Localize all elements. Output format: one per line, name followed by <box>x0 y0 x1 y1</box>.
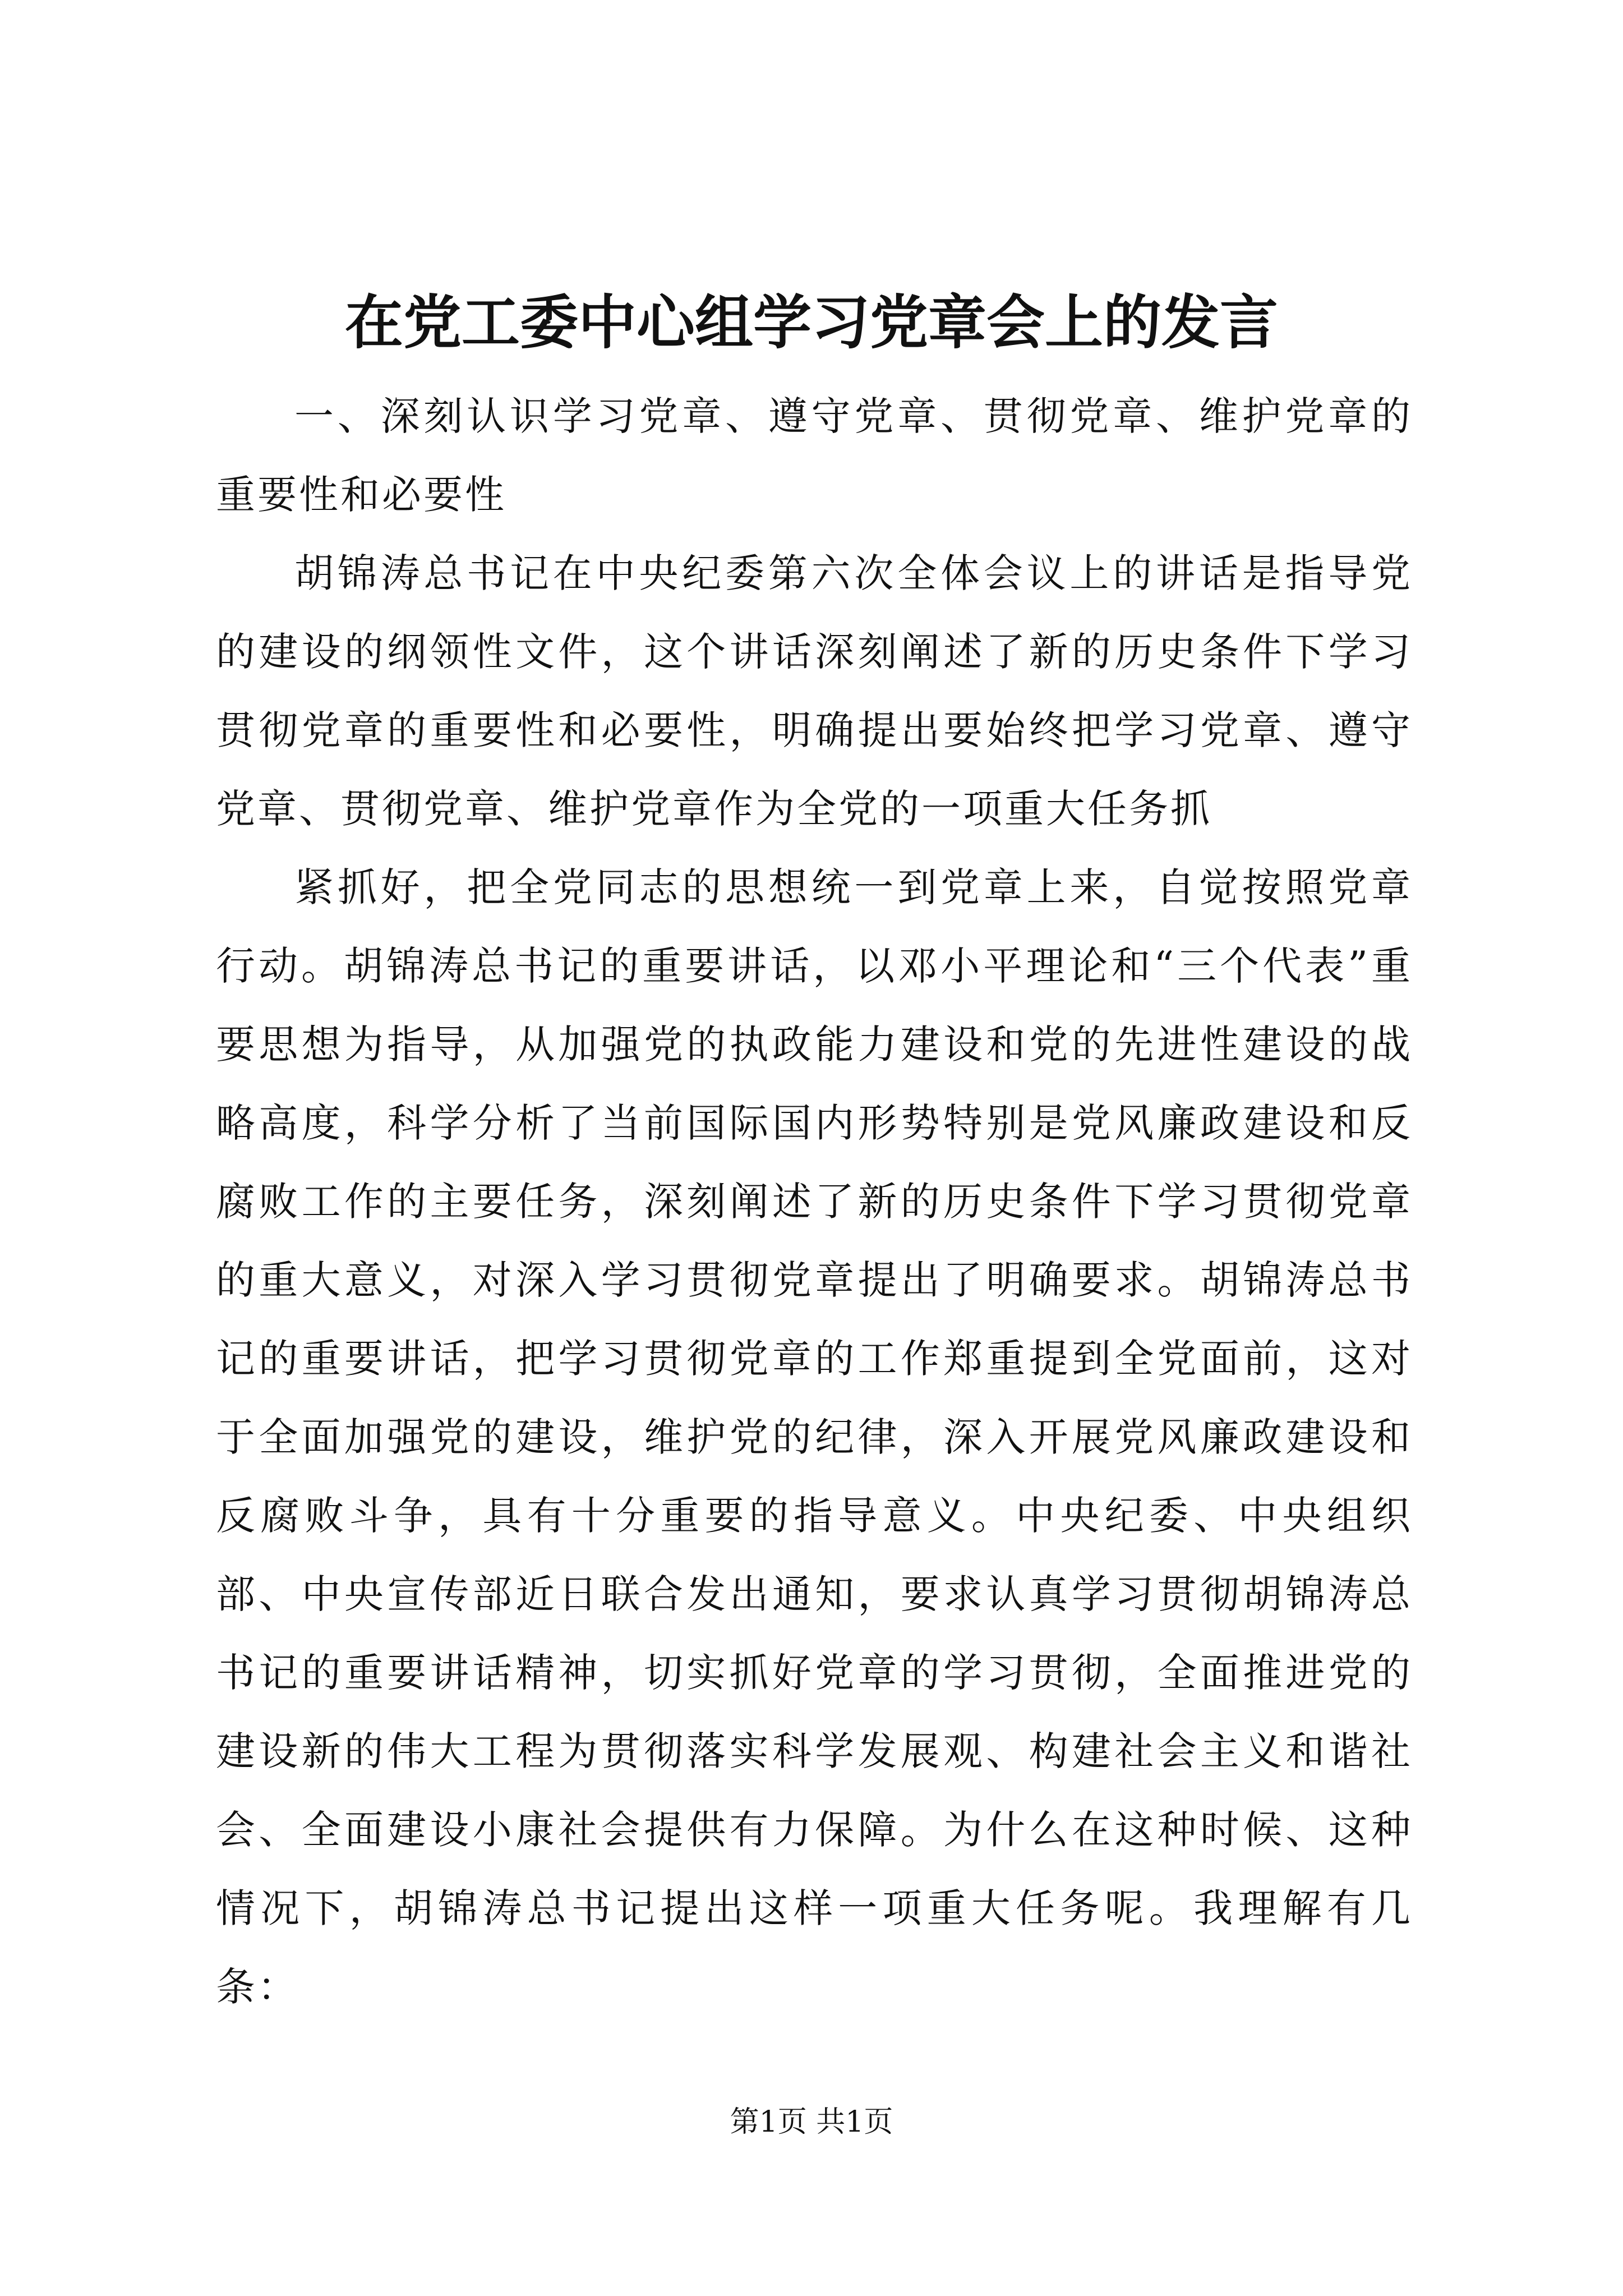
document-title: 在党工委中心组学习党章会上的发言 <box>344 288 1278 357</box>
page-number-footer: 第1页 共1页 <box>730 2105 893 2139</box>
paragraph: 胡锦涛总书记在中央纪委第六次全体会议上的讲话是指导党的建设的纲领性文件，这个讲话深刻阐述了新的历史条件下学习贯彻党章的重要性和必要性，明确提出要始终把学习党章、遵守党章、贯彻党章、维护党章作为全党的一项重大任务抓 <box>216 550 1413 832</box>
document-body <box>216 377 1413 2026</box>
paragraph: 紧抓好，把全党同志的思想统一到党章上来，自觉按照党章行动。胡锦涛总书记的重要讲话，以邓小平理论和“三个代表”重要思想为指导，从加强党的执政能力建设和党的先进性建设的战略高度，科学分析了当前国际国内形势特别是党风廉政建设和反腐败工作的主要任务，深刻阐述了新的历史条件下学习贯彻党章的重大意义，对深入学习贯彻党章提出了明确要求。胡锦涛总书记的重要讲话，把学习贯彻党章的工作郑重提到全党面前，这对于全面加强党的建设，维护党的纪律，深入开展党风廉政建设和反腐败斗争，具有十分重要的指导意义。中央纪委、中央组织部、中央宣传部近日联合发出通知，要求认真学习贯彻胡锦涛总书记的重要讲话精神，切实抓好党章的学习贯彻，全面推进党的建设新的伟大工程为贯彻落实科学发展观、构建社会主义和谐社会、全面建设小康社会提供有力保障。为什么在这种时候、这种情况下，胡锦涛总书记提出这样一项重大任务呢。我理解有几条： <box>216 864 1413 2010</box>
section-heading: 一、深刻认识学习党章、遵守党章、贯彻党章、维护党章的重要性和必要性 <box>216 393 1413 518</box>
